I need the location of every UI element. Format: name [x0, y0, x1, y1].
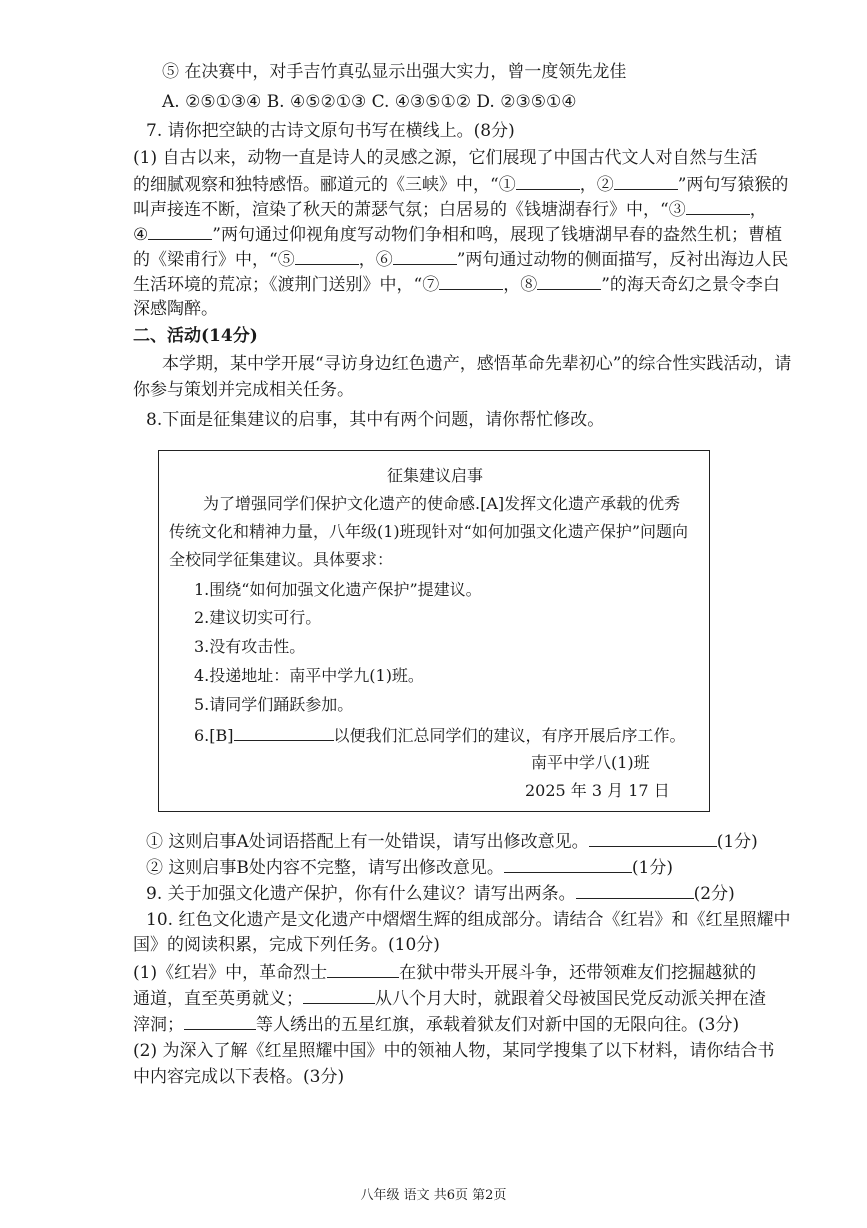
q10-part2-line: (2) 为深入了解《红星照耀中国》中的领袖人物，某同学搜集了以下材料，请你结合书: [133, 1041, 775, 1061]
answer-blank-8[interactable]: [537, 272, 601, 290]
notice-requirement: 3.没有攻击性。: [194, 637, 306, 656]
q7-paragraph-line: 的《梁甫行》中，“⑤ ，⑥ ”两句通过动物的侧面描写，反衬出海边人民: [133, 247, 788, 271]
notice-body-line: 传统文化和精神力量，八年级(1)班现针对“如何加强文化遗产保护”问题向: [169, 522, 689, 541]
section-intro: 本学期，某中学开展“寻访身边红色遗产，感悟革命先辈初心”的综合性实践活动，请: [162, 354, 792, 374]
q10-title-line: 10. 红色文化遗产是文化遗产中熠熠生辉的组成部分。请结合《红岩》和《红星照耀中: [146, 910, 791, 930]
q8-subquestion-1: ① 这则启事A处词语搭配上有一处错误，请写出修改意见。 (1分): [146, 829, 758, 853]
q10-part1-line: 滓洞； 等人绣出的五星红旗，承载着狱友们对新中国的无限向往。(3分): [133, 1012, 739, 1036]
q7-paragraph-line: ④ ”两句通过仰视角度写动物们争相和鸣，展现了钱塘湖早春的盎然生机；曹植: [133, 222, 782, 246]
q7-title: 7. 请你把空缺的古诗文原句书写在横线上。(8分): [146, 121, 515, 141]
notice-requirement: 2.建议切实可行。: [194, 608, 322, 627]
notice-body-line: 为了增强同学们保护文化遗产的使命感.[A]发挥文化遗产承载的优秀: [203, 494, 681, 513]
answer-blank[interactable]: [576, 881, 694, 899]
answer-blank[interactable]: [184, 1012, 256, 1030]
q10-title-line: 国》的阅读积累，完成下列任务。(10分): [133, 935, 440, 955]
q10-part1-line: 通道，直至英勇就义； 从八个月大时，就跟着父母被国民党反动派关押在渣: [133, 986, 766, 1010]
answer-blank-4[interactable]: [148, 222, 212, 240]
q6-answer-choices: A. ②⑤①③④ B. ④⑤②①③ C. ④③⑤①② D. ②③⑤①④: [162, 92, 577, 112]
answer-blank-1[interactable]: [516, 172, 580, 190]
notice-date: 2025 年 3 月 17 日: [525, 781, 670, 800]
notice-requirement: 1.围绕“如何加强文化遗产保护”提建议。: [194, 580, 482, 599]
q7-paragraph-line: 生活环境的荒凉；《渡荆门送别》中，“⑦ ，⑧ ”的海天奇幻之景令李白: [133, 272, 780, 296]
notice-requirement: 4.投递地址：南平中学九(1)班。: [194, 666, 424, 685]
answer-blank-b[interactable]: [234, 723, 334, 741]
answer-blank[interactable]: [504, 855, 632, 873]
answer-blank-6[interactable]: [393, 247, 457, 265]
answer-blank-5[interactable]: [295, 247, 359, 265]
answer-blank[interactable]: [589, 829, 717, 847]
q7-paragraph-line: 的细腻观察和独特感悟。郦道元的《三峡》中，“① ，② ”两句写猿猴的: [133, 172, 788, 196]
notice-body-line: 全校同学征集建议。具体要求：: [169, 550, 394, 569]
q10-part2-line: 中内容完成以下表格。(3分): [133, 1067, 345, 1087]
q8-title: 8.下面是征集建议的启事，其中有两个问题，请你帮忙修改。: [146, 410, 605, 430]
section-heading: 二、活动(14分): [133, 326, 258, 346]
q9: 9. 关于加强文化遗产保护，你有什么建议？请写出两条。 (2分): [146, 881, 735, 905]
notice-title: 征集建议启事: [386, 466, 483, 485]
q7-paragraph-line: 叫声接连不断，渲染了秋天的萧瑟气氛；白居易的《钱塘湖春行》中，“③ ，: [133, 197, 767, 221]
notice-requirement: 5.请同学们踊跃参加。: [194, 695, 354, 714]
notice-box: [158, 450, 710, 812]
q8-subquestion-2: ② 这则启事B处内容不完整，请写出修改意见。 (1分): [146, 855, 673, 879]
answer-blank-3[interactable]: [686, 197, 750, 215]
q10-part1-line: (1)《红岩》中，革命烈士 在狱中带头开展斗争，还带领难友们挖掘越狱的: [133, 960, 756, 984]
answer-blank[interactable]: [303, 986, 375, 1004]
notice-signature: 南平中学八(1)班: [531, 753, 650, 772]
q7-paragraph-line: 深感陶醉。: [133, 299, 218, 319]
page-footer: 八年级 语文 共6页 第2页: [360, 1188, 507, 1203]
answer-blank-2[interactable]: [614, 172, 678, 190]
section-intro: 你参与策划并完成相关任务。: [133, 380, 354, 400]
answer-blank[interactable]: [327, 960, 399, 978]
q6-option-item-5: ⑤ 在决赛中，对手吉竹真弘显示出强大实力，曾一度领先龙佳: [162, 62, 627, 82]
answer-blank-7[interactable]: [439, 272, 503, 290]
notice-requirement: 6.[B] 以便我们汇总同学们的建议，有序开展后序工作。: [194, 723, 686, 747]
q7-paragraph-line: (1) 自古以来，动物一直是诗人的灵感之源，它们展现了中国古代文人对自然与生活: [133, 148, 758, 168]
